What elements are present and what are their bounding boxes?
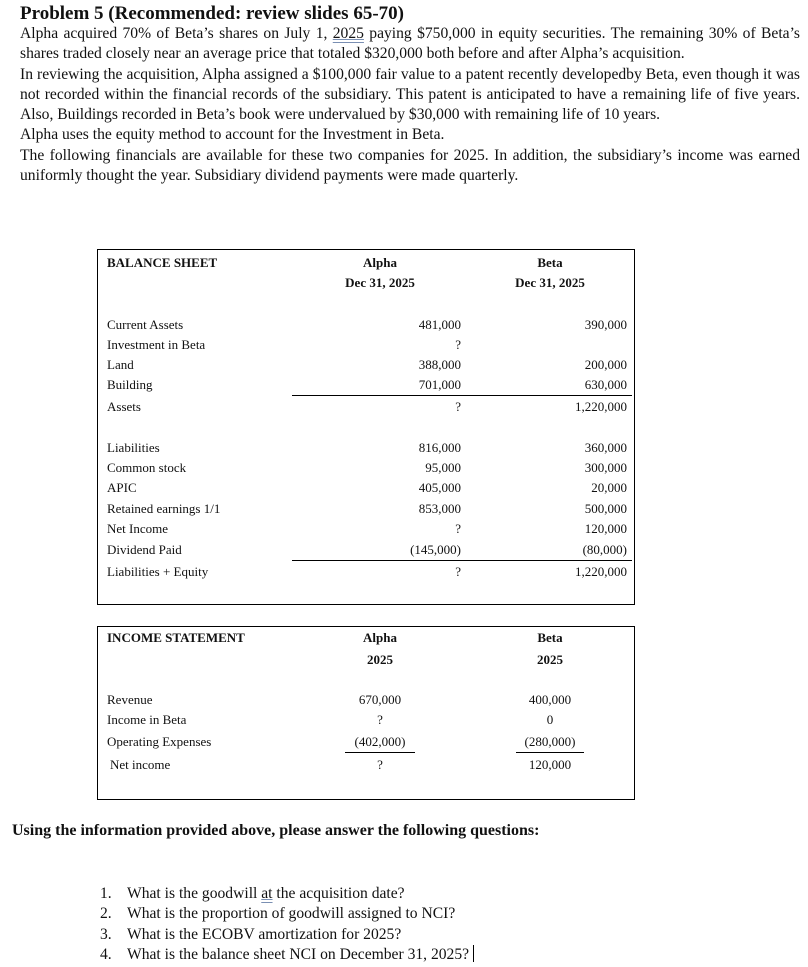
- alpha-value: 388,000: [418, 357, 461, 372]
- beta-value: 0: [546, 712, 554, 727]
- beta-net-income-rule: [516, 752, 584, 753]
- intro-paragraph-1: Alpha acquired 70% of Beta’s shares on July 1, 2025 paying $750,000 in equity securities. The remaining 30% of Beta’s shares traded closely near an average price that totaled $320,000 both before and after Alpha’s acquisition.: [20, 25, 800, 63]
- intro-paragraph-4: The following financials are available for these two companies for 2025. In addition, the subsidiary’s income was earned uniformly thought the year. Subsidiary dividend payments were made quarterly.: [20, 146, 800, 185]
- list-item: 4. What is the balance sheet NCI on December 31, 2025?: [100, 945, 474, 965]
- balance-sheet-heading: BALANCE SHEET: [107, 255, 218, 270]
- row-label: Liabilities + Equity: [107, 564, 209, 579]
- question-list: [100, 884, 474, 965]
- beta-value: 20,000: [591, 480, 627, 495]
- beta-value: 390,000: [584, 317, 627, 332]
- beta-value: (80,000): [582, 542, 627, 557]
- alpha-value: 701,000: [418, 377, 461, 392]
- alpha-value: ?: [377, 712, 383, 727]
- bs-beta-header: Beta: [537, 255, 563, 270]
- list-item: 1. What is the goodwill at the acquisition date?: [100, 885, 405, 902]
- row-label: Income in Beta: [107, 712, 187, 727]
- row-label: Building: [107, 377, 153, 392]
- marked-word: at: [261, 885, 273, 902]
- text-cursor[interactable]: [473, 945, 474, 962]
- row-label: Net Income: [107, 521, 169, 536]
- row-label: Assets: [107, 399, 141, 414]
- intro-paragraph-3: Alpha uses the equity method to account for the Investment in Beta.: [20, 126, 445, 144]
- alpha-value: 95,000: [425, 460, 461, 475]
- beta-value: 500,000: [584, 501, 627, 516]
- is-alpha-header: Alpha: [363, 630, 397, 645]
- is-alpha-year: 2025: [367, 652, 393, 667]
- beta-value: 1,220,000: [575, 399, 627, 414]
- problem-title: Problem 5 (Recommended: review slides 65-70): [20, 3, 404, 24]
- row-label: Land: [107, 357, 134, 372]
- income-statement-heading: INCOME STATEMENT: [107, 630, 245, 645]
- alpha-value: ?: [377, 757, 383, 772]
- row-label: APIC: [107, 480, 137, 495]
- list-item: 3. What is the ECOBV amortization for 2025?: [100, 925, 402, 943]
- intro-paragraph-2: In reviewing the acquisition, Alpha assigned a $100,000 fair value to a patent recently developedby Beta, even though it was not recorded within the financial records of the subsidiary. This patent is anticipated to have a remaining life of five years. Also, Buildings recorded in Beta’s book were undervalued by $30,000 with remaining life of 10 years.: [20, 65, 800, 124]
- beta-value: 360,000: [584, 440, 627, 455]
- alpha-value: 816,000: [418, 440, 461, 455]
- alpha-value: ?: [455, 521, 461, 536]
- alpha-value: (402,000): [354, 734, 406, 749]
- bs-alpha-date: Dec 31, 2025: [345, 275, 415, 290]
- alpha-value: 405,000: [418, 480, 461, 495]
- beta-value: 400,000: [528, 692, 572, 707]
- bs-beta-date: Dec 31, 2025: [515, 275, 585, 290]
- alpha-value: ?: [455, 399, 461, 414]
- is-beta-year: 2025: [537, 652, 563, 667]
- beta-value: 1,220,000: [575, 564, 627, 579]
- alpha-value: ?: [455, 337, 461, 352]
- alpha-value: 670,000: [358, 692, 402, 707]
- beta-value: 200,000: [584, 357, 627, 372]
- problem-description: [20, 24, 800, 186]
- assets-subtotal-rule: [292, 395, 632, 396]
- row-label: Net income: [110, 757, 171, 772]
- equity-subtotal-rule: [292, 560, 632, 561]
- row-label: Retained earnings 1/1: [107, 501, 221, 516]
- beta-value: 630,000: [584, 377, 627, 392]
- alpha-net-income-rule: [345, 752, 415, 753]
- beta-value: 120,000: [584, 521, 627, 536]
- bs-alpha-header: Alpha: [363, 255, 397, 270]
- row-label: Operating Expenses: [107, 734, 212, 749]
- row-label: Liabilities: [107, 440, 160, 455]
- alpha-value: (145,000): [410, 542, 461, 557]
- questions-heading: Using the information provided above, please answer the following questions:: [12, 822, 540, 839]
- row-label: Investment in Beta: [107, 337, 206, 352]
- alpha-value: 481,000: [418, 317, 461, 332]
- alpha-value: 853,000: [418, 501, 461, 516]
- beta-value: 120,000: [528, 757, 572, 772]
- beta-value: 300,000: [584, 460, 627, 475]
- row-label: Dividend Paid: [107, 542, 182, 557]
- alpha-value: ?: [455, 564, 461, 579]
- row-label: Current Assets: [107, 317, 184, 332]
- row-label: Common stock: [107, 460, 187, 475]
- beta-value: (280,000): [524, 734, 576, 749]
- list-item: 2. What is the proportion of goodwill assigned to NCI?: [100, 905, 456, 923]
- row-label: Revenue: [107, 692, 153, 707]
- is-beta-header: Beta: [537, 630, 563, 645]
- acquisition-year: 2025: [332, 25, 364, 42]
